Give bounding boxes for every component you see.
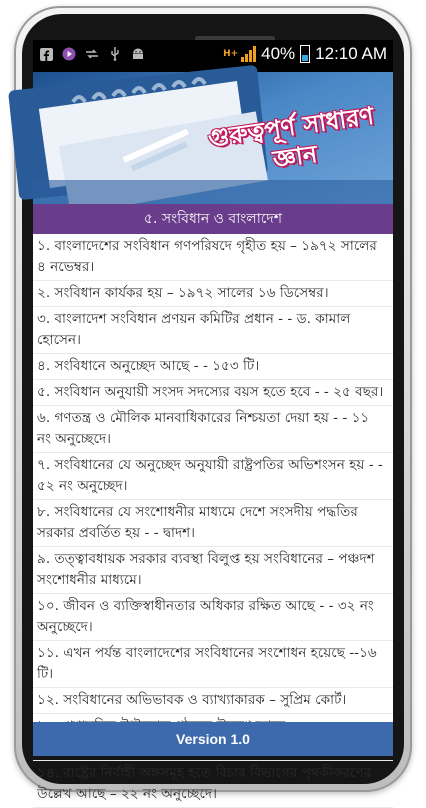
list-item: ১১. এখন পর্যন্ত বাংলাদেশের সংবিধানের সংশোধন হয়েছে --১৬ টি।: [33, 641, 393, 688]
list-item: ১০. জীবন ও ব্যক্তিস্বাধীনতার অধিকার রক্ষিত আছে - - ৩২ নং অনুচ্ছেদে।: [33, 594, 393, 641]
app-title: গুরুত্বপূর্ণ সাধারণ জ্ঞান: [206, 101, 376, 174]
android-icon: [131, 47, 145, 61]
battery-icon: [300, 45, 310, 63]
facebook-icon: [39, 47, 53, 61]
list-item: ৯. তত্ত্বাবধায়ক সরকার ব্যবস্থা বিলুপ্ত হয় সংবিধানের – পঞ্চদশ সংশোধনীর মাধ্যমে।: [33, 547, 393, 594]
list-item: ২. সংবিধান কার্যকর হয় – ১৯৭২ সালের ১৬ ডিসেম্বর।: [33, 281, 393, 307]
network-type: H+: [223, 49, 239, 59]
usb-icon: [108, 47, 122, 61]
media-play-icon: [62, 47, 76, 61]
list-item: ৩. বাংলাদেশ সংবিধান প্রণয়ন কমিটির প্রধান - - ড. কামাল হোসেন।: [33, 307, 393, 354]
clock: 12:10 AM: [315, 44, 387, 63]
list-item: ৭. সংবিধানের যে অনুচ্ছেদ অনুযায়ী রাষ্ট্রপতির অভিশংসন হয় - - ৫২ নং অনুচ্ছেদ।: [33, 453, 393, 500]
list-item: ৬. গণতন্ত্র ও মৌলিক মানবাধিকারের নিশ্চয়তা দেয়া হয় - - ১১ নং অনুচ্ছেদে।: [33, 406, 393, 453]
battery-percent: 40%: [261, 44, 296, 63]
notification-icons: [39, 47, 145, 61]
version-footer: Version 1.0: [33, 722, 393, 756]
system-status: [223, 44, 387, 64]
section-title: ৫. সংবিধান ও বাংলাদেশ: [33, 204, 393, 234]
app-screen: [33, 40, 393, 802]
list-item: ১. বাংলাদেশের সংবিধান গণপরিষদে গৃহীত হয় – ১৯৭২ সালের ৪ নভেম্বর।: [33, 234, 393, 281]
header-banner: [33, 72, 393, 204]
transfer-icon: [85, 47, 99, 61]
signal-strength-icon: [241, 46, 256, 62]
status-bar: [33, 40, 393, 72]
list-item: ১৪. রাষ্ট্রের নির্বাহী অঙ্গসমূহ হতে বিচার বিভাগের পৃথকীকরণের উল্লেখ আছে – ২২ নং অনুচ্ছেদে।: [33, 761, 393, 808]
list-item: ১২. সংবিধানের অভিভাবক ও ব্যাখ্যাকারক – সুপ্রিম কোর্ট।: [33, 688, 393, 714]
list-item: ৮. সংবিধানের যে সংশোধনীর মাধ্যমে দেশে সংসদীয় পদ্ধতির সরকার প্রবর্তিত হয় - - দ্বাদশ।: [33, 500, 393, 547]
list-item: ৫. সংবিধান অনুযায়ী সংসদ সদস্যের বয়স হতে হবে - - ২৫ বছর।: [33, 380, 393, 406]
list-item: ৪. সংবিধানে অনুচ্ছেদ আছে - - ১৫৩ টি।: [33, 354, 393, 380]
